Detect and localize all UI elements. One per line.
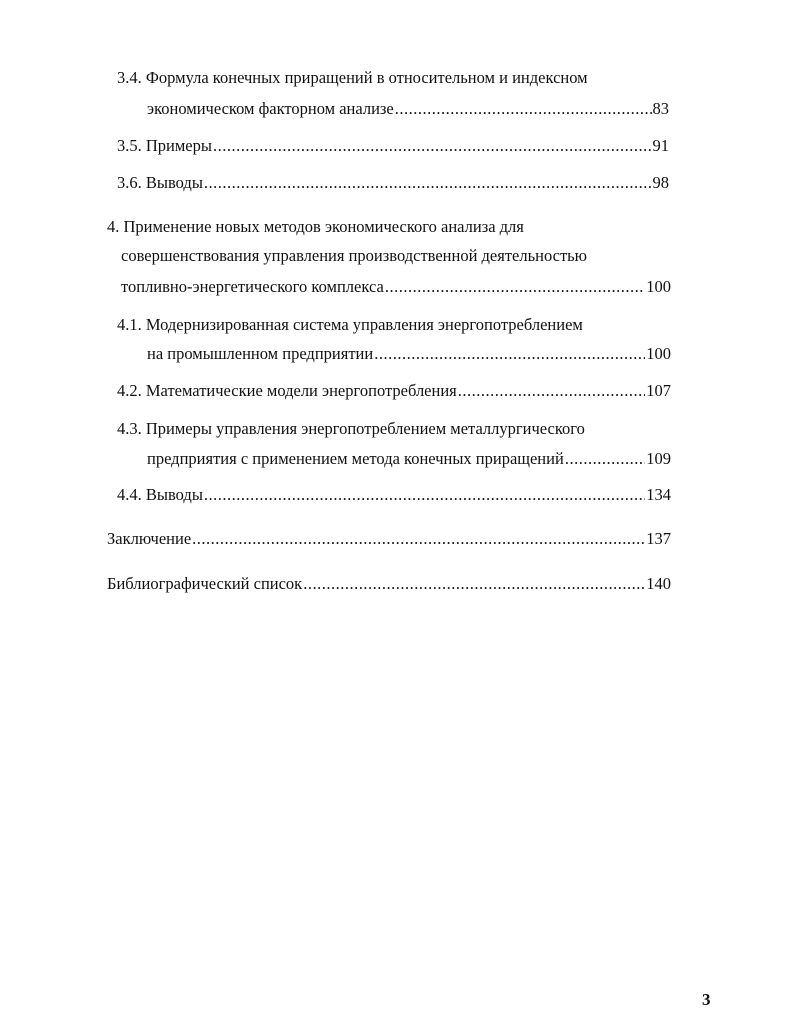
toc-page-number: 134	[646, 485, 671, 504]
toc-entry-title: 3.4. Формула конечных приращений в относительном и индексном	[117, 68, 588, 87]
toc-entry-title: 3.6. Выводы	[117, 173, 203, 192]
toc-entry-last-line	[121, 276, 671, 298]
toc-entry-last-line	[147, 98, 669, 120]
toc-page-number: 137	[646, 529, 671, 548]
toc-entry-title: 4.1. Модернизированная система управления энергопотреблением	[117, 315, 583, 334]
toc-entry-line	[107, 573, 671, 595]
dot-leader	[565, 448, 645, 470]
toc-entry-last-line	[147, 343, 671, 365]
toc-entry-last-line	[147, 448, 671, 470]
toc-page-number: 98	[652, 173, 669, 192]
dot-leader	[213, 135, 652, 157]
toc-entry-line	[117, 380, 671, 402]
toc-entry-title: 4.4. Выводы	[117, 485, 203, 504]
toc-page-number: 140	[646, 574, 671, 593]
toc-entry-title: 4. Применение новых методов экономического анализа для	[107, 217, 524, 236]
toc-entry-title-continuation: экономическом факторном анализе	[147, 99, 394, 118]
dot-leader	[192, 528, 645, 550]
toc-entry-title: 4.2. Математические модели энергопотребления	[117, 381, 457, 400]
toc-entry-title: Заключение	[107, 529, 192, 548]
dot-leader	[458, 380, 646, 402]
toc-entry-line	[117, 172, 669, 194]
toc-entry-title-continuation: на промышленном предприятии	[147, 344, 374, 363]
dot-leader	[374, 343, 645, 365]
dot-leader	[385, 276, 645, 298]
toc-page-number: 83	[652, 99, 669, 118]
toc-entry-line	[117, 484, 671, 506]
dot-leader	[204, 484, 645, 506]
page-number: 3	[702, 990, 711, 1009]
dot-leader	[303, 573, 645, 595]
toc-page-number: 91	[652, 136, 669, 155]
toc-entry-title-continuation: топливно-энергетического комплекса	[121, 277, 384, 296]
toc-entry-title: Библиографический список	[107, 574, 303, 593]
dot-leader	[395, 98, 652, 120]
toc-page-number: 109	[646, 449, 671, 468]
toc-page-number: 100	[646, 277, 671, 296]
toc-entry-title: 3.5. Примеры	[117, 136, 212, 155]
toc-entry-title: 4.3. Примеры управления энергопотреблением металлургического	[117, 419, 585, 438]
toc-entry-line	[107, 528, 671, 550]
toc-entry-line	[117, 135, 669, 157]
toc-entry-title-continuation: предприятия с применением метода конечных приращений	[147, 449, 564, 468]
toc-page-number: 100	[646, 344, 671, 363]
toc-page-number: 107	[646, 381, 671, 400]
toc-entry-title-continuation: совершенствования управления производственной деятельностью	[121, 246, 588, 265]
dot-leader	[204, 172, 652, 194]
